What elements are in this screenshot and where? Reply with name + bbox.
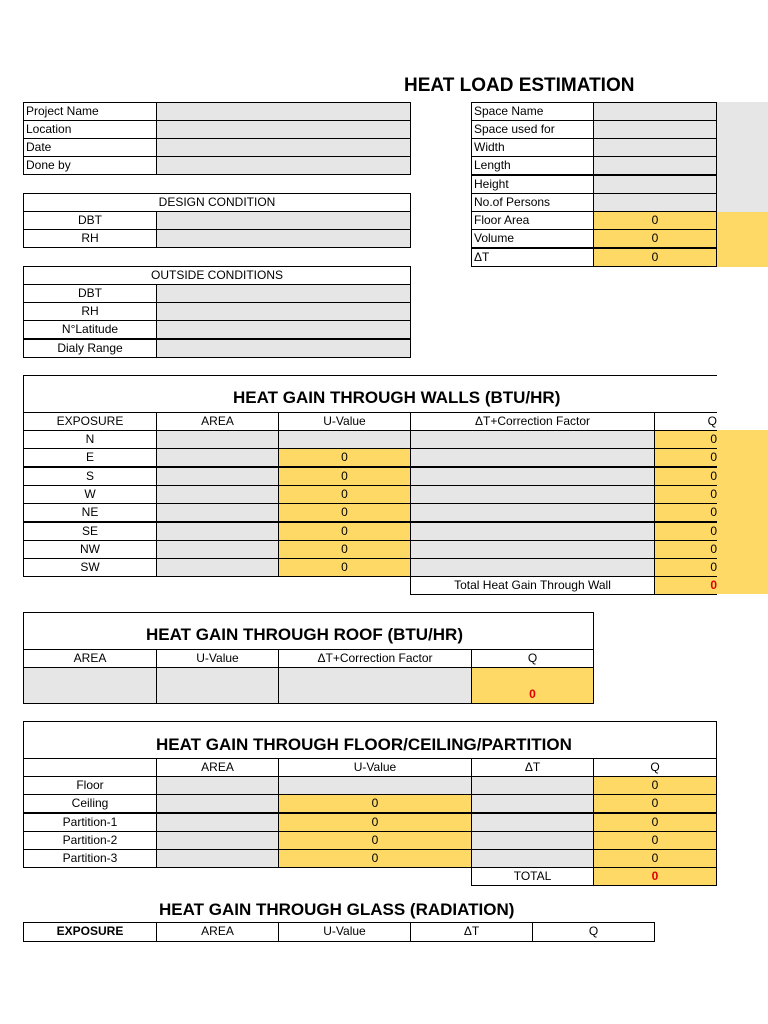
delta-t-value: 0 <box>593 248 717 267</box>
glass-col-exposure: EXPOSURE <box>23 922 157 942</box>
walls-total-label: Total Heat Gain Through Wall <box>410 576 655 595</box>
wall-uvalue: 0 <box>278 467 411 486</box>
wall-area-input[interactable] <box>156 558 279 577</box>
length-input[interactable] <box>593 156 717 175</box>
wall-correction-input[interactable] <box>410 540 655 559</box>
floor-q-value: 0 <box>593 813 717 832</box>
space-used-for-label: Space used for <box>471 120 594 139</box>
space-name-label: Space Name <box>471 102 594 121</box>
glass-col-delta-t: ΔT <box>410 922 533 942</box>
floor-col-uvalue: U-Value <box>278 758 472 777</box>
persons-input[interactable] <box>593 193 717 212</box>
wall-correction-input[interactable] <box>410 430 655 449</box>
floor-total-value: 0 <box>593 867 717 886</box>
wall-area-input[interactable] <box>156 467 279 486</box>
floor-row-label: Floor <box>23 776 157 795</box>
date-label: Date <box>23 138 157 157</box>
floor-col-delta-t: ΔT <box>471 758 594 777</box>
date-input[interactable] <box>156 138 411 157</box>
floor-area-input[interactable] <box>156 776 279 795</box>
wall-exposure-label: SE <box>23 522 157 541</box>
wall-area-input[interactable] <box>156 430 279 449</box>
done-by-label: Done by <box>23 156 157 175</box>
floor-col-blank <box>23 758 157 777</box>
outside-dbt-input[interactable] <box>156 284 411 303</box>
walls-overflow-yellow <box>716 430 768 594</box>
floor-delta-t-input[interactable] <box>471 794 594 813</box>
roof-uvalue-input[interactable] <box>156 667 279 704</box>
daily-range-input[interactable] <box>156 339 411 358</box>
floor-title: HEAT GAIN THROUGH FLOOR/CEILING/PARTITION <box>156 735 572 754</box>
wall-exposure-label: S <box>23 467 157 486</box>
wall-exposure-label: W <box>23 485 157 504</box>
height-input[interactable] <box>593 175 717 194</box>
wall-q-value: 0 <box>654 522 717 541</box>
outside-conditions-header: OUTSIDE CONDITIONS <box>23 266 411 285</box>
space-name-input[interactable] <box>593 102 717 121</box>
delta-t-label: ΔT <box>471 248 594 267</box>
wall-correction-input[interactable] <box>410 467 655 486</box>
wall-area-input[interactable] <box>156 503 279 522</box>
wall-q-value: 0 <box>654 430 717 449</box>
location-label: Location <box>23 120 157 139</box>
design-condition-header: DESIGN CONDITION <box>23 193 411 212</box>
wall-uvalue: 0 <box>278 522 411 541</box>
space-used-for-input[interactable] <box>593 120 717 139</box>
wall-uvalue: 0 <box>278 558 411 577</box>
done-by-input[interactable] <box>156 156 411 175</box>
floor-uvalue: 0 <box>278 794 472 813</box>
wall-q-value: 0 <box>654 467 717 486</box>
roof-area-input[interactable] <box>23 667 157 704</box>
floor-area-value: 0 <box>593 211 717 230</box>
wall-correction-input[interactable] <box>410 503 655 522</box>
wall-uvalue: 0 <box>278 448 411 467</box>
floor-area-label: Floor Area <box>471 211 594 230</box>
walls-total-value: 0 <box>654 576 717 595</box>
design-dbt-label: DBT <box>23 211 157 230</box>
wall-area-input[interactable] <box>156 522 279 541</box>
design-rh-label: RH <box>23 229 157 248</box>
glass-col-uvalue: U-Value <box>278 922 411 942</box>
floor-area-input[interactable] <box>156 849 279 868</box>
floor-uvalue: 0 <box>278 849 472 868</box>
walls-col-area: AREA <box>156 412 279 431</box>
walls-title: HEAT GAIN THROUGH WALLS (BTU/HR) <box>233 388 561 407</box>
floor-delta-t-input[interactable] <box>471 776 594 795</box>
wall-uvalue: 0 <box>278 540 411 559</box>
roof-col-correction: ΔT+Correction Factor <box>278 649 472 668</box>
walls-col-q: Q <box>654 412 717 431</box>
glass-col-area: AREA <box>156 922 279 942</box>
wall-area-input[interactable] <box>156 448 279 467</box>
wall-uvalue: 0 <box>278 503 411 522</box>
floor-total-label: TOTAL <box>471 867 594 886</box>
width-input[interactable] <box>593 138 717 157</box>
floor-area-input[interactable] <box>156 794 279 813</box>
floor-delta-t-input[interactable] <box>471 849 594 868</box>
wall-exposure-label: SW <box>23 558 157 577</box>
floor-row-label: Ceiling <box>23 794 157 813</box>
daily-range-label: Dialy Range <box>23 339 157 358</box>
wall-uvalue[interactable] <box>278 430 411 449</box>
roof-q-value: 0 <box>471 667 594 704</box>
wall-exposure-label: N <box>23 430 157 449</box>
roof-col-uvalue: U-Value <box>156 649 279 668</box>
walls-col-correction: ΔT+Correction Factor <box>410 412 655 431</box>
glass-col-q: Q <box>532 922 655 942</box>
roof-correction-input[interactable] <box>278 667 472 704</box>
roof-col-q: Q <box>471 649 594 668</box>
height-label: Height <box>471 175 594 194</box>
wall-correction-input[interactable] <box>410 485 655 504</box>
wall-q-value: 0 <box>654 448 717 467</box>
floor-uvalue[interactable] <box>278 776 472 795</box>
wall-area-input[interactable] <box>156 540 279 559</box>
floor-area-input[interactable] <box>156 831 279 850</box>
floor-row-label: Partition-3 <box>23 849 157 868</box>
wall-q-value: 0 <box>654 540 717 559</box>
wall-exposure-label: NW <box>23 540 157 559</box>
latitude-input[interactable] <box>156 320 411 339</box>
location-input[interactable] <box>156 120 411 139</box>
floor-uvalue: 0 <box>278 813 472 832</box>
floor-uvalue: 0 <box>278 831 472 850</box>
floor-q-value: 0 <box>593 776 717 795</box>
outside-dbt-label: DBT <box>23 284 157 303</box>
latitude-label: N°Latitude <box>23 320 157 339</box>
width-label: Width <box>471 138 594 157</box>
outside-rh-label: RH <box>23 302 157 321</box>
project-name-label: Project Name <box>23 102 157 121</box>
roof-col-area: AREA <box>23 649 157 668</box>
wall-q-value: 0 <box>654 558 717 577</box>
floor-area-input[interactable] <box>156 813 279 832</box>
wall-correction-input[interactable] <box>410 448 655 467</box>
length-label: Length <box>471 156 594 175</box>
persons-label: No.of Persons <box>471 193 594 212</box>
wall-correction-input[interactable] <box>410 558 655 577</box>
walls-col-uvalue: U-Value <box>278 412 411 431</box>
wall-exposure-label: E <box>23 448 157 467</box>
wall-uvalue: 0 <box>278 485 411 504</box>
roof-title: HEAT GAIN THROUGH ROOF (BTU/HR) <box>146 625 463 644</box>
design-rh-input[interactable] <box>156 229 411 248</box>
space-info-overflow-gray <box>716 102 768 212</box>
walls-col-exposure: EXPOSURE <box>23 412 157 431</box>
floor-delta-t-input[interactable] <box>471 831 594 850</box>
volume-value: 0 <box>593 229 717 248</box>
outside-rh-input[interactable] <box>156 302 411 321</box>
floor-row-label: Partition-1 <box>23 813 157 832</box>
floor-delta-t-input[interactable] <box>471 813 594 832</box>
floor-q-value: 0 <box>593 794 717 813</box>
wall-q-value: 0 <box>654 485 717 504</box>
glass-title: HEAT GAIN THROUGH GLASS (RADIATION) <box>159 900 515 919</box>
floor-col-area: AREA <box>156 758 279 777</box>
floor-q-value: 0 <box>593 831 717 850</box>
design-dbt-input[interactable] <box>156 211 411 230</box>
wall-exposure-label: NE <box>23 503 157 522</box>
wall-q-value: 0 <box>654 503 717 522</box>
volume-label: Volume <box>471 229 594 248</box>
wall-area-input[interactable] <box>156 485 279 504</box>
wall-correction-input[interactable] <box>410 522 655 541</box>
floor-row-label: Partition-2 <box>23 831 157 850</box>
floor-col-q: Q <box>593 758 717 777</box>
project-name-input[interactable] <box>156 102 411 121</box>
page-title: HEAT LOAD ESTIMATION <box>404 75 635 96</box>
floor-q-value: 0 <box>593 849 717 868</box>
space-info-overflow-yellow <box>716 212 768 267</box>
